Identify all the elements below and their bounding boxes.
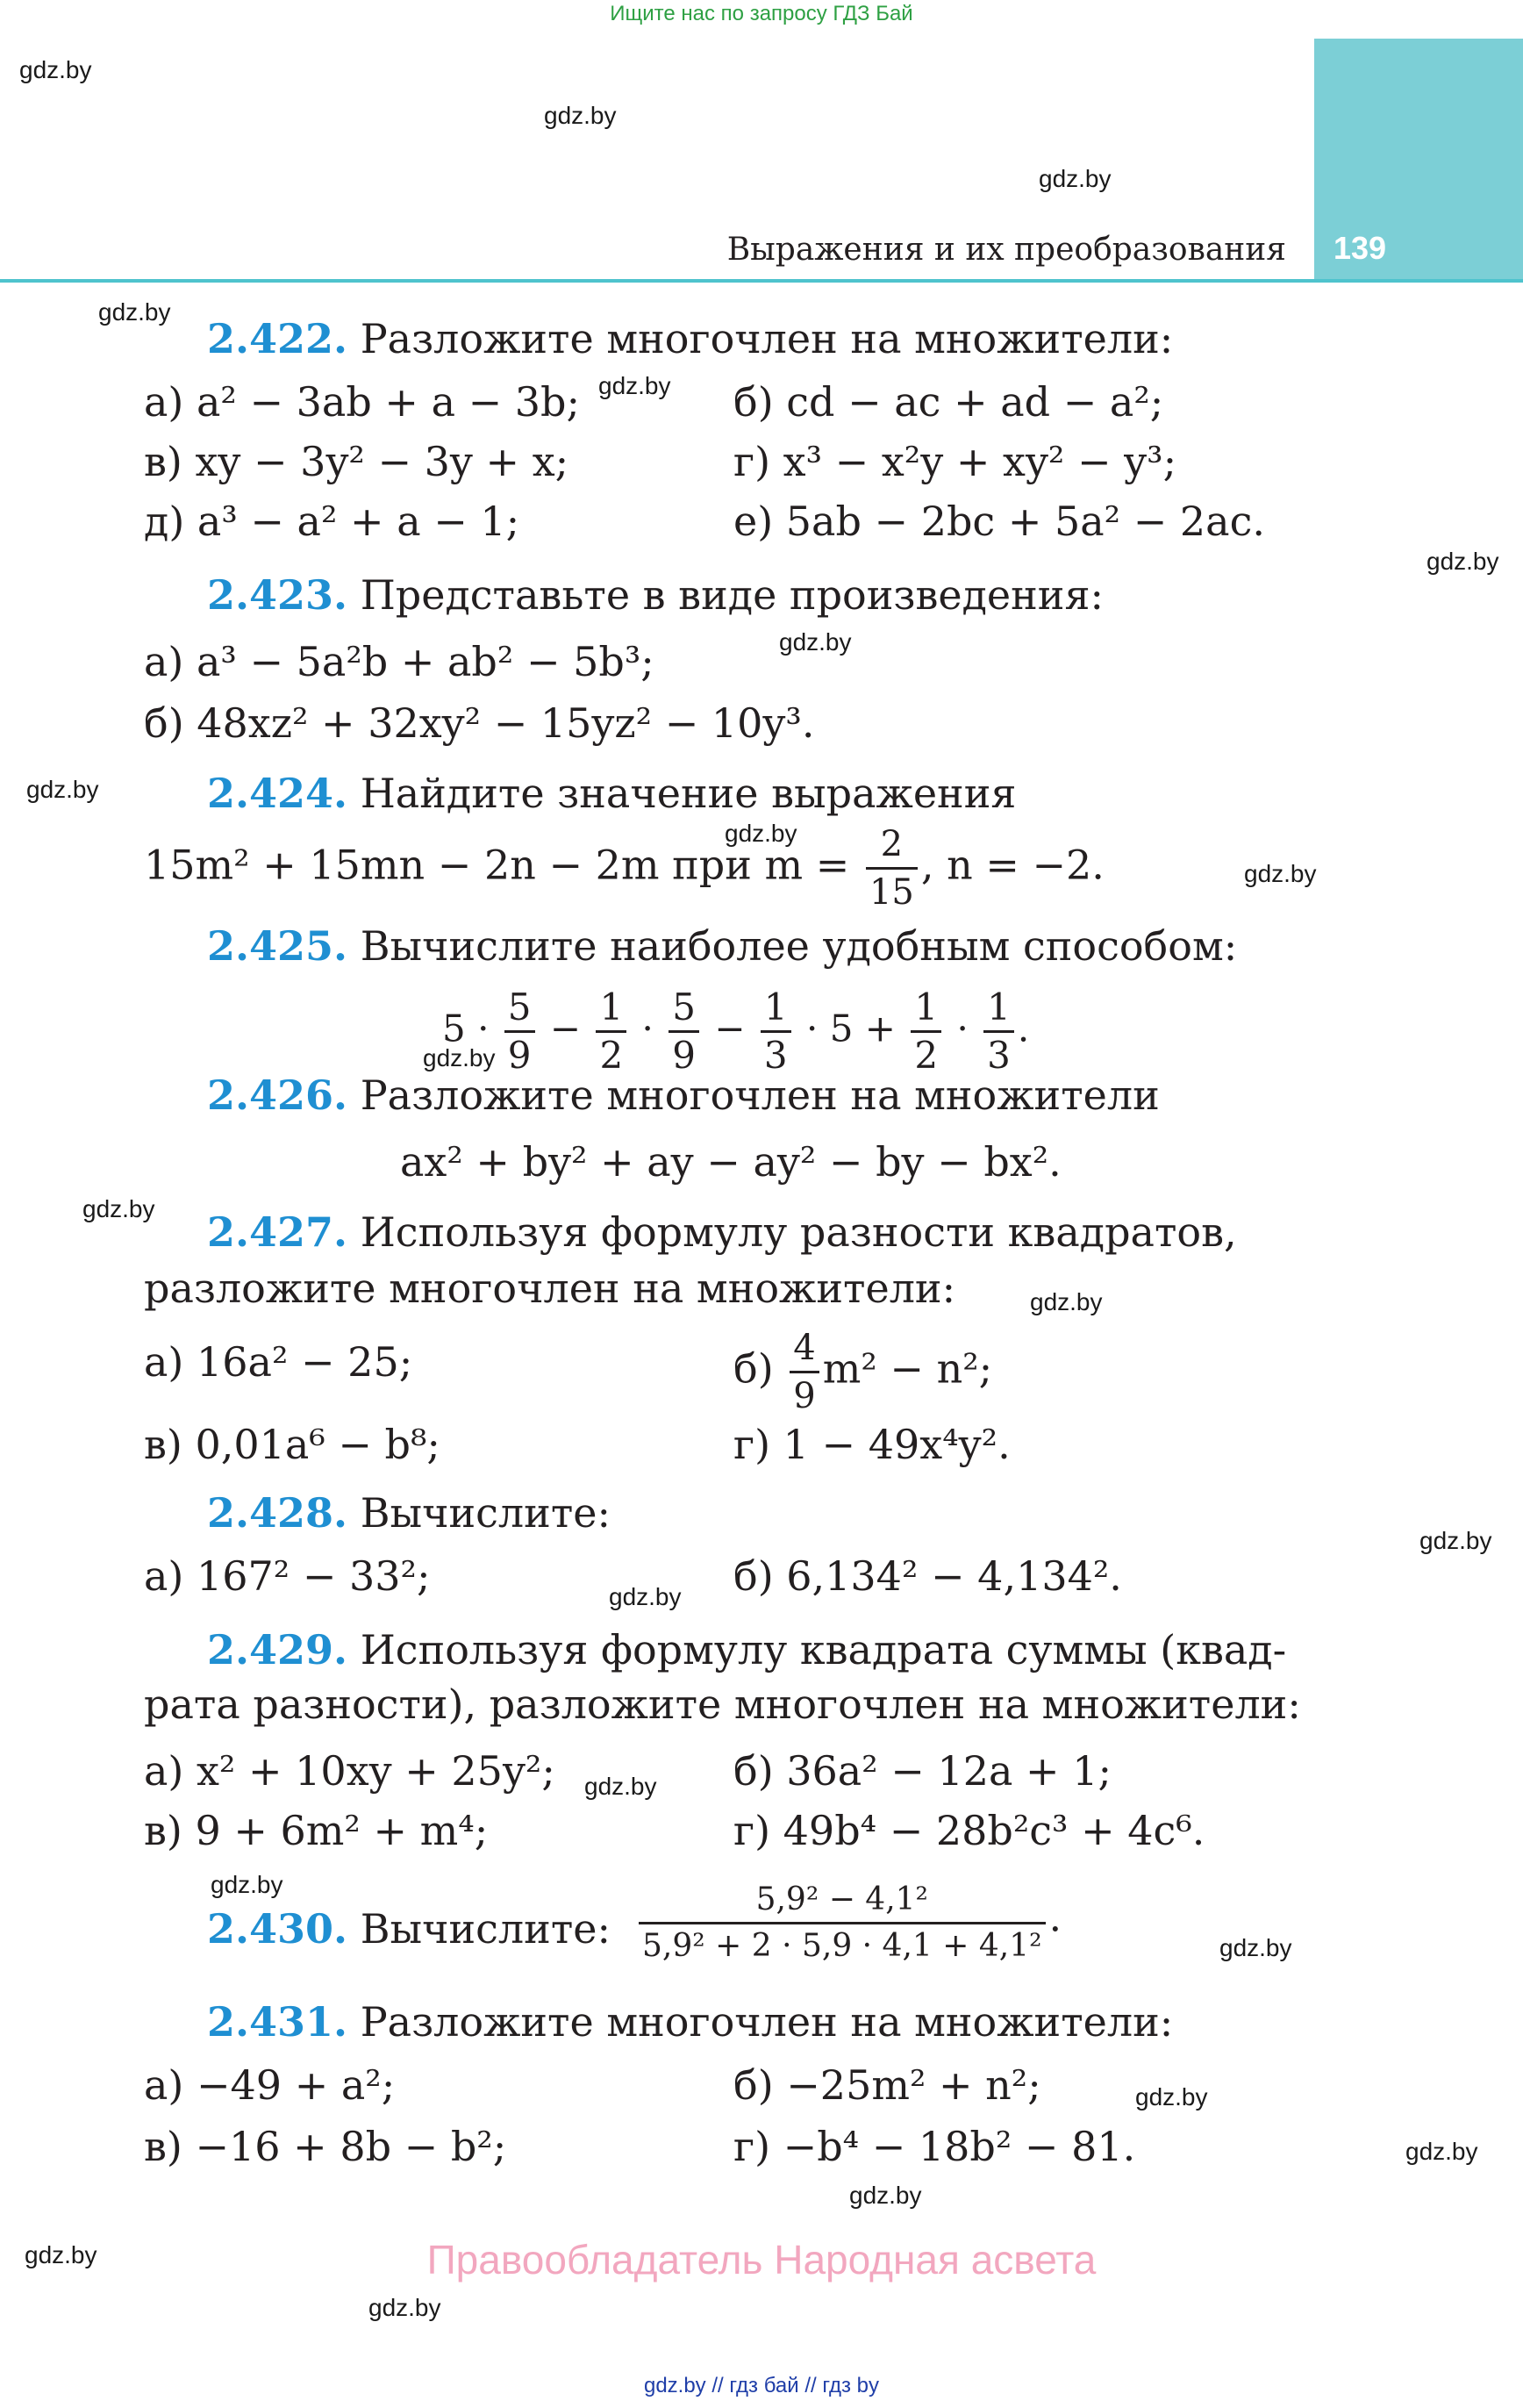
denominator: 3	[763, 1034, 788, 1077]
exercise-number: 2.426.	[207, 1071, 348, 1119]
exercise-2-430-heading	[207, 1904, 611, 1953]
exercise-text: Разложите многочлен на множители:	[360, 1998, 1174, 2046]
watermark: gdz.by	[1135, 2083, 1208, 2111]
watermark: gdz.by	[98, 298, 171, 326]
watermark: gdz.by	[1219, 1934, 1292, 1961]
exercise-2-429-heading	[207, 1625, 1286, 1674]
header-rule	[0, 279, 1523, 283]
watermark: gdz.by	[1405, 2138, 1478, 2165]
watermark: gdz.by	[598, 372, 671, 399]
watermark: gdz.by	[19, 56, 92, 83]
denominator: 2	[599, 1034, 624, 1077]
exercise-2-427-heading	[207, 1208, 1237, 1257]
numerator: 1	[911, 985, 941, 1033]
exercise-item: а) a² − 3ab + a − 3b;	[144, 378, 580, 426]
watermark: gdz.by	[368, 2294, 441, 2321]
exercise-number: 2.423.	[207, 571, 348, 619]
numerator: 1	[761, 985, 791, 1033]
exercise-number: 2.429.	[207, 1626, 348, 1673]
exercise-number: 2.425.	[207, 922, 348, 970]
expression-part: ·	[956, 1007, 969, 1050]
expression-part: 5 ·	[442, 1007, 490, 1050]
denominator: 15	[869, 872, 914, 913]
watermark: gdz.by	[1244, 860, 1317, 887]
numerator: 1	[983, 985, 1014, 1033]
numerator: 5,9² − 4,1²	[639, 1878, 1046, 1924]
fraction	[790, 1325, 819, 1419]
expression-part: −	[714, 1007, 746, 1050]
exercise-number: 2.428.	[207, 1489, 348, 1537]
watermark: gdz.by	[779, 628, 852, 656]
numerator: 5	[504, 985, 535, 1033]
top-banner: Ищите нас по запросу ГДЗ Бай	[610, 2, 913, 25]
footer-links[interactable]: gdz.by // гдз бай // гдз by	[643, 2374, 880, 2397]
exercise-item	[733, 1325, 992, 1419]
exercise-number: 2.424.	[207, 770, 348, 817]
exercise-item: а) 16a² − 25;	[144, 1338, 413, 1386]
exercise-expression: ax² + by² + ay − ay² − by − bx².	[400, 1138, 1062, 1186]
fraction	[761, 985, 791, 1079]
exercise-item: а) a³ − 5a²b + ab² − 5b³;	[144, 638, 654, 685]
exercise-item: б) 48xz² + 32xy² − 15yz² − 10y³.	[144, 699, 815, 747]
denominator: 5,9² + 2 · 5,9 · 4,1 + 4,1²	[642, 1928, 1042, 1964]
exercise-2-426-heading	[207, 1071, 1160, 1120]
exercise-item: в) xy − 3y² − 3y + x;	[144, 438, 569, 485]
exercise-number: 2.430.	[207, 1905, 348, 1953]
watermark: gdz.by	[1039, 165, 1112, 192]
exercise-2-422-heading	[207, 314, 1173, 363]
exercise-item: г) 49b⁴ − 28b²c³ + 4c⁶.	[733, 1807, 1205, 1854]
fraction	[983, 985, 1014, 1079]
exercise-item: б) 6,134² − 4,134².	[733, 1552, 1122, 1600]
fraction	[911, 985, 941, 1079]
exercise-text: разложите многочлен на множители:	[144, 1265, 956, 1312]
item-label: б)	[733, 1344, 774, 1393]
exercise-expression	[635, 1878, 1062, 1968]
denominator: 3	[987, 1034, 1011, 1077]
exercise-2-423-heading	[207, 570, 1104, 620]
watermark: gdz.by	[26, 776, 99, 803]
exercise-text: Используя формулу разности квадратов,	[360, 1208, 1237, 1256]
page-number: 139	[1334, 230, 1387, 266]
expression-part: m² − n²;	[822, 1344, 993, 1393]
watermark: gdz.by	[1030, 1288, 1103, 1315]
expression-part: .	[1017, 1007, 1030, 1050]
watermark: gdz.by	[1419, 1527, 1492, 1554]
exercise-number: 2.431.	[207, 1998, 348, 2046]
exercise-item: б) 36a² − 12a + 1;	[733, 1747, 1112, 1795]
exercise-expression	[442, 985, 1029, 1079]
watermark: gdz.by	[82, 1195, 155, 1222]
exercise-text: Вычислите наиболее удобным способом:	[360, 922, 1238, 970]
exercise-item: а) −49 + a²;	[144, 2061, 396, 2109]
numerator: 4	[790, 1325, 819, 1373]
exercise-text: Разложите многочлен на множители	[360, 1071, 1160, 1119]
copyright-notice: Правообладатель Народная асвета	[426, 2237, 1097, 2283]
watermark: gdz.by	[211, 1871, 283, 1898]
exercise-text: Вычислите:	[360, 1489, 611, 1537]
denominator: 9	[793, 1376, 816, 1416]
watermark: gdz.by	[544, 102, 617, 129]
exercise-item: б) cd − ac + ad − a²;	[733, 378, 1164, 426]
watermark: gdz.by	[725, 820, 797, 847]
exercise-item: д) a³ − a² + a − 1;	[144, 498, 520, 545]
exercise-2-425-heading	[207, 921, 1237, 971]
exercise-item: в) −16 + 8b − b²;	[144, 2123, 507, 2170]
exercise-item: г) x³ − x²y + xy² − y³;	[733, 438, 1177, 485]
exercise-item: б) −25m² + n²;	[733, 2061, 1041, 2109]
exercise-item: е) 5ab − 2bc + 5a² − 2ac.	[733, 498, 1265, 545]
watermark: gdz.by	[609, 1583, 682, 1610]
denominator: 9	[507, 1034, 532, 1077]
watermark: gdz.by	[25, 2241, 97, 2268]
expression-part: −	[549, 1007, 582, 1050]
numerator: 2	[866, 821, 918, 870]
numerator: 5	[669, 985, 699, 1033]
exercise-number: 2.427.	[207, 1208, 348, 1256]
exercise-text: Вычислите:	[360, 1905, 611, 1953]
fraction	[596, 985, 626, 1079]
section-title: Выражения и их преобразования	[726, 232, 1286, 268]
exercise-text: Разложите многочлен на множители:	[360, 315, 1174, 362]
exercise-item: в) 0,01a⁶ − b⁸;	[144, 1421, 440, 1468]
exercise-item: а) x² + 10xy + 25y²;	[144, 1747, 555, 1795]
exercise-item: г) 1 − 49x⁴y².	[733, 1421, 1011, 1468]
exercise-text: рата разности), разложите многочлен на множители:	[144, 1681, 1301, 1728]
denominator: 2	[914, 1034, 939, 1077]
expression-part: , n = −2.	[920, 841, 1105, 889]
exercise-text: Используя формулу квадрата суммы (квад-	[360, 1626, 1287, 1673]
denominator: 9	[672, 1034, 696, 1077]
expression-part: ·	[641, 1007, 654, 1050]
exercise-2-428-heading	[207, 1488, 611, 1537]
watermark: gdz.by	[1426, 548, 1499, 575]
exercise-2-431-heading	[207, 1997, 1173, 2046]
expression-part: .	[1048, 1893, 1062, 1941]
exercise-expression	[144, 821, 1105, 915]
exercise-number: 2.422.	[207, 315, 348, 362]
expression-part: 15m² + 15mn − 2n − 2m при m =	[144, 841, 850, 889]
exercise-item: г) −b⁴ − 18b² − 81.	[733, 2123, 1136, 2170]
fraction	[504, 985, 535, 1079]
expression-part: · 5 +	[806, 1007, 896, 1050]
numerator: 1	[596, 985, 626, 1033]
exercise-text: Найдите значение выражения	[360, 770, 1017, 817]
watermark: gdz.by	[849, 2182, 922, 2209]
fraction	[639, 1878, 1046, 1968]
exercise-item: а) 167² − 33²;	[144, 1552, 431, 1600]
watermark: gdz.by	[423, 1044, 496, 1071]
exercise-item: в) 9 + 6m² + m⁴;	[144, 1807, 489, 1854]
exercise-text: Представьте в виде произведения:	[360, 571, 1104, 619]
fraction	[669, 985, 699, 1079]
fraction	[866, 821, 918, 915]
exercise-2-424-heading	[207, 769, 1016, 818]
watermark: gdz.by	[584, 1773, 657, 1800]
